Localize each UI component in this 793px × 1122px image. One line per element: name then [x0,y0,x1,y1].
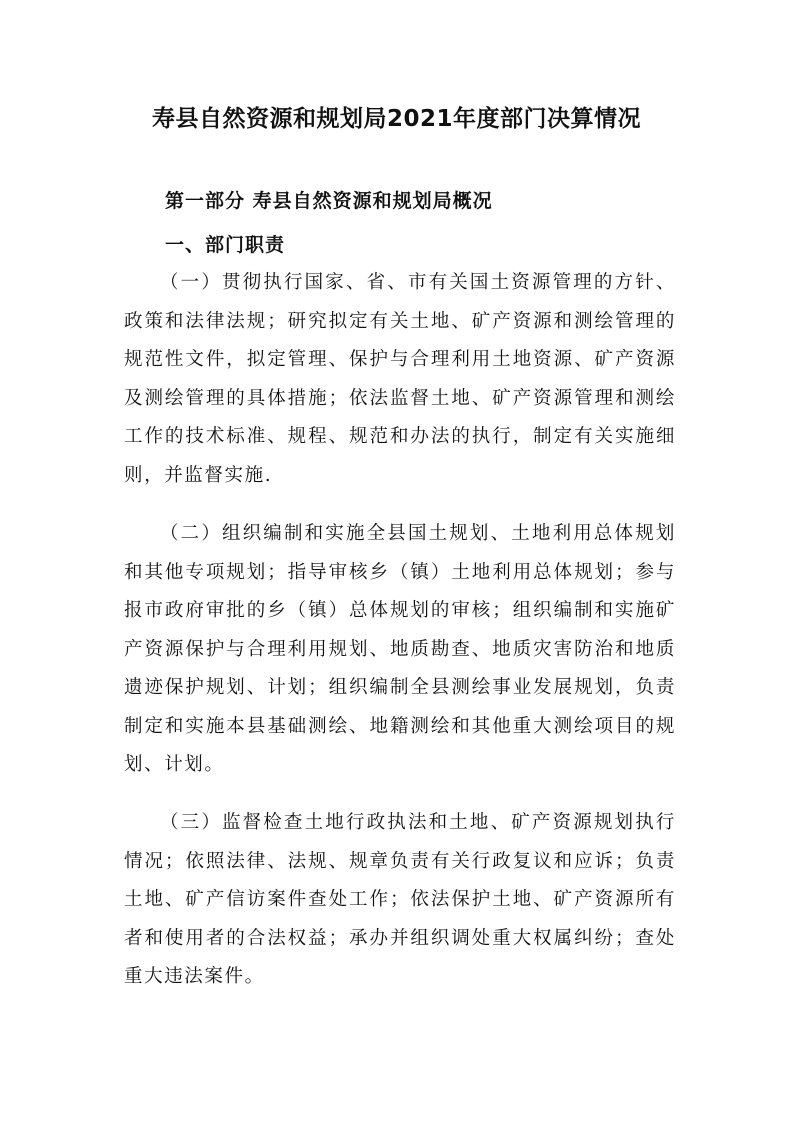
paragraph-duty-3: （三）监督检查土地行政执法和土地、矿产资源规划执行情况；依照法律、法规、规章负责有关行政复议和应诉；负责土地、矿产信访案件查处工作；依法保护土地、矿产资源所有者和使用者的合法权益；承办并组织调处重大权属纠纷；查处重大违法案件。 [124,812,676,987]
paragraph-duty-2: （二）组织编制和实施全县国土规划、土地利用总体规划和其他专项规划；指导审核乡（镇）土地利用总体规划；参与报市政府审批的乡（镇）总体规划的审核；组织编制和实施矿产资源保护与合理利用规划、地质勘查、地质灾害防治和地质遗迹保护规划、计划；组织编制全县测绘事业发展规划，负责制定和实施本县基础测绘、地籍测绘和其他重大测绘项目的规划、计划。 [124,523,676,775]
document-title: 寿县自然资源和规划局2021年度部门决算情况 [151,106,641,132]
paragraph-duty-1: （一）贯彻执行国家、省、市有关国土资源管理的方针、政策和法律法规；研究拟定有关土地、矿产资源和测绘管理的规范性文件，拟定管理、保护与合理利用土地资源、矿产资源及测绘管理的具体措施；依法监督土地、矿产资源管理和测绘工作的技术标准、规程、规范和办法的执行，制定有关实施细则，并监督实施. [124,272,676,486]
section-heading: 第一部分 寿县自然资源和规划局概况 [165,190,493,212]
subsection-heading: 一、部门职责 [165,234,286,256]
